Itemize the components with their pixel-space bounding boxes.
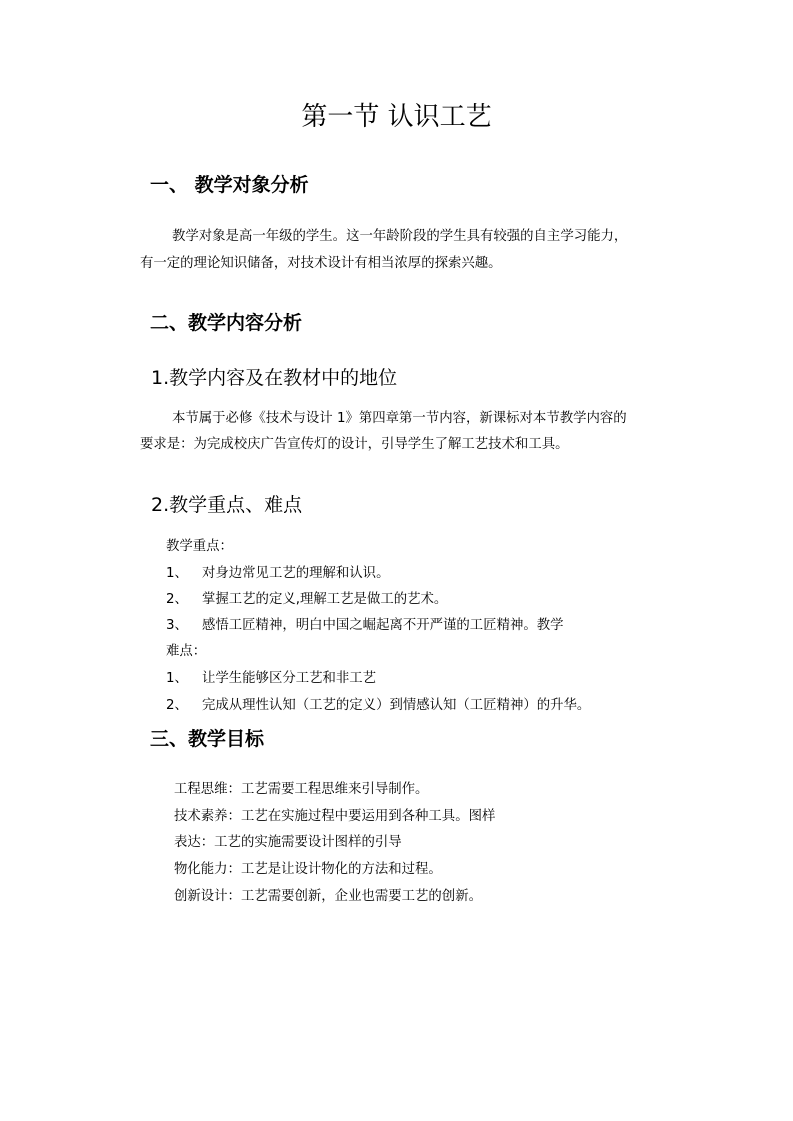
key-points-label: 教学重点： [166, 539, 233, 554]
objective-line: 工程思维：工艺需要工程思维来引导制作。 [174, 782, 429, 797]
objective-line: 物化能力：工艺是让设计物化的方法和过程。 [174, 862, 442, 877]
key-item-number: 3、 [166, 618, 188, 633]
key-item-text: 掌握工艺的定义,理解工艺是做工的艺术。 [202, 592, 448, 607]
difficulty-item-text: 完成从理性认知（工艺的定义）到情感认知（工匠精神）的升华。 [202, 698, 591, 713]
objective-line: 创新设计：工艺需要创新，企业也需要工艺的创新。 [174, 889, 482, 904]
difficulty-item-text: 让学生能够区分工艺和非工艺 [202, 671, 377, 686]
section2-sub1-heading: 1.教学内容及在教材中的地位 [151, 367, 398, 389]
section2-sub1-line2: 要求是：为完成校庆广告宣传灯的设计，引导学生了解工艺技术和工具。 [140, 437, 569, 452]
difficulty-item-number: 1、 [166, 671, 188, 686]
section1-heading: 一、 教学对象分析 [150, 174, 309, 196]
section2-sub2-heading: 2.教学重点、难点 [151, 494, 303, 516]
difficulty-label: 难点： [166, 644, 207, 659]
objective-line: 技术素养：工艺在实施过程中要运用到各种工具。图样 [174, 809, 496, 824]
key-item-number: 2、 [166, 592, 188, 607]
key-item-text: 感悟工匠精神，明白中国之崛起离不开严谨的工匠精神。教学 [202, 618, 564, 633]
objective-line: 表达：工艺的实施需要设计图样的引导 [174, 835, 402, 850]
page-title: 第一节 认识工艺 [301, 102, 492, 132]
difficulty-item-number: 2、 [166, 698, 188, 713]
section2-sub1-line1: 本节属于必修《技术与设计 1》第四章第一节内容，新课标对本节教学内容的 [172, 411, 627, 426]
section3-heading: 三、教学目标 [150, 728, 265, 750]
section2-heading: 二、教学内容分析 [150, 312, 303, 334]
key-item-number: 1、 [166, 566, 188, 581]
section1-para-line2: 有一定的理论知识储备，对技术设计有相当浓厚的探索兴趣。 [140, 256, 502, 271]
key-item-text: 对身边常见工艺的理解和认识。 [202, 566, 390, 581]
section1-para-line1: 教学对象是高一年级的学生。这一年龄阶段的学生具有较强的自主学习能力， [172, 229, 628, 244]
